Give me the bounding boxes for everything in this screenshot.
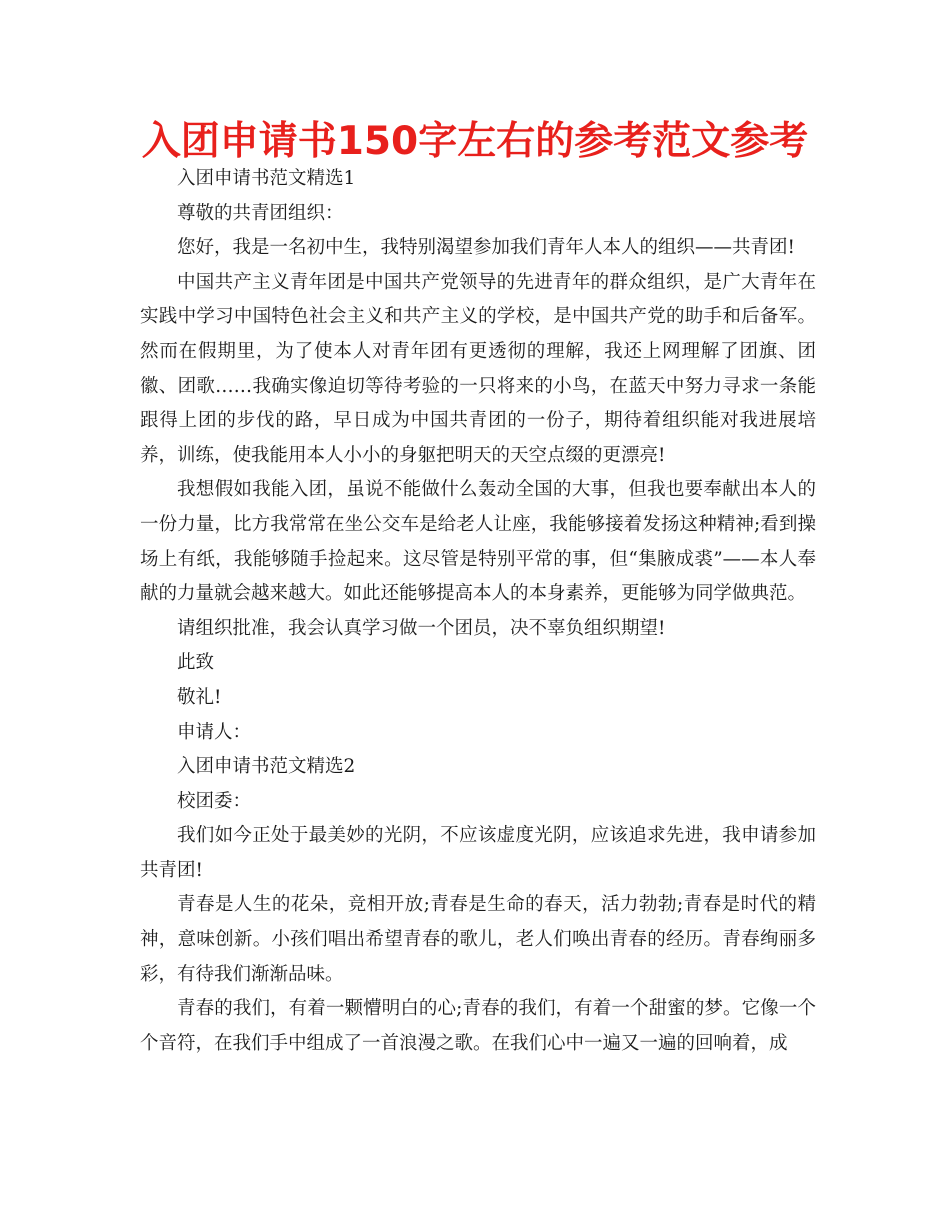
closing-salute: 敬礼! <box>177 686 222 708</box>
paragraph: 青春是人生的花朵，竞相开放;青春是生命的春天，活力勃勃;青春是时代的精神，意味创新。小孩们唱出希望青春的歌儿，老人们唤出青春的经历。青春绚丽多彩，有待我们渐渐品味。 <box>140 894 816 985</box>
document-title: 入团申请书150字左右的参考范文参考 <box>141 119 809 164</box>
heading-sample-1: 入团申请书范文精选1 <box>177 168 356 189</box>
paragraph: 我们如今正处于最美妙的光阴，不应该虚度光阴，应该追求先进，我申请参加共青团! <box>140 825 816 881</box>
paragraph: 我想假如我能入团，虽说不能做什么轰动全国的大事，但我也要奉献出本人的一份力量，比方我常常在坐公交车是给老人让座，我能够接着发扬这种精神;看到操场上有纸，我能够随手捡起来。这尽管是特别平常的事，但“集腋成裘”——本人奉献的力量就会越来越大。如此还能够提高本人的本身素养，更能够为同学做典范。 <box>140 479 816 605</box>
paragraph: 您好，我是一名初中生，我特别渴望参加我们青年人本人的组织——共青团! <box>177 237 795 259</box>
paragraph: 中国共产主义青年团是中国共产党领导的先进青年的群众组织，是广大青年在实践中学习中国特色社会主义和共产主义的学校，是中国共产党的助手和后备军。然而在假期里，为了使本人对青年团有更透彻的理解，我还上网理解了团旗、团徽、团歌……我确实像迫切等待考验的一只将来的小鸟，在蓝天中努力寻求一条能跟得上团的步伐的路，早日成为中国共青团的一份子，期待着组织能对我进展培养，训练，使我能用本人小小的身躯把明天的天空点缀的更漂亮! <box>140 271 816 466</box>
document-body <box>140 162 816 1061</box>
heading-sample-2: 入团申请书范文精选2 <box>177 756 356 778</box>
paragraph: 青春的我们，有着一颗懵明白的心;青春的我们，有着一个甜蜜的梦。它像一个个音符，在我们手中组成了一首浪漫之歌。在我们心中一遍又一遍的回响着，成 <box>140 998 816 1054</box>
applicant-label: 申请人： <box>177 721 252 743</box>
salutation: 校团委： <box>177 790 252 812</box>
closing-line: 此致 <box>177 652 215 674</box>
paragraph: 请组织批准，我会认真学习做一个团员，决不辜负组织期望! <box>177 617 666 639</box>
salutation: 尊敬的共青团组织： <box>177 202 344 224</box>
